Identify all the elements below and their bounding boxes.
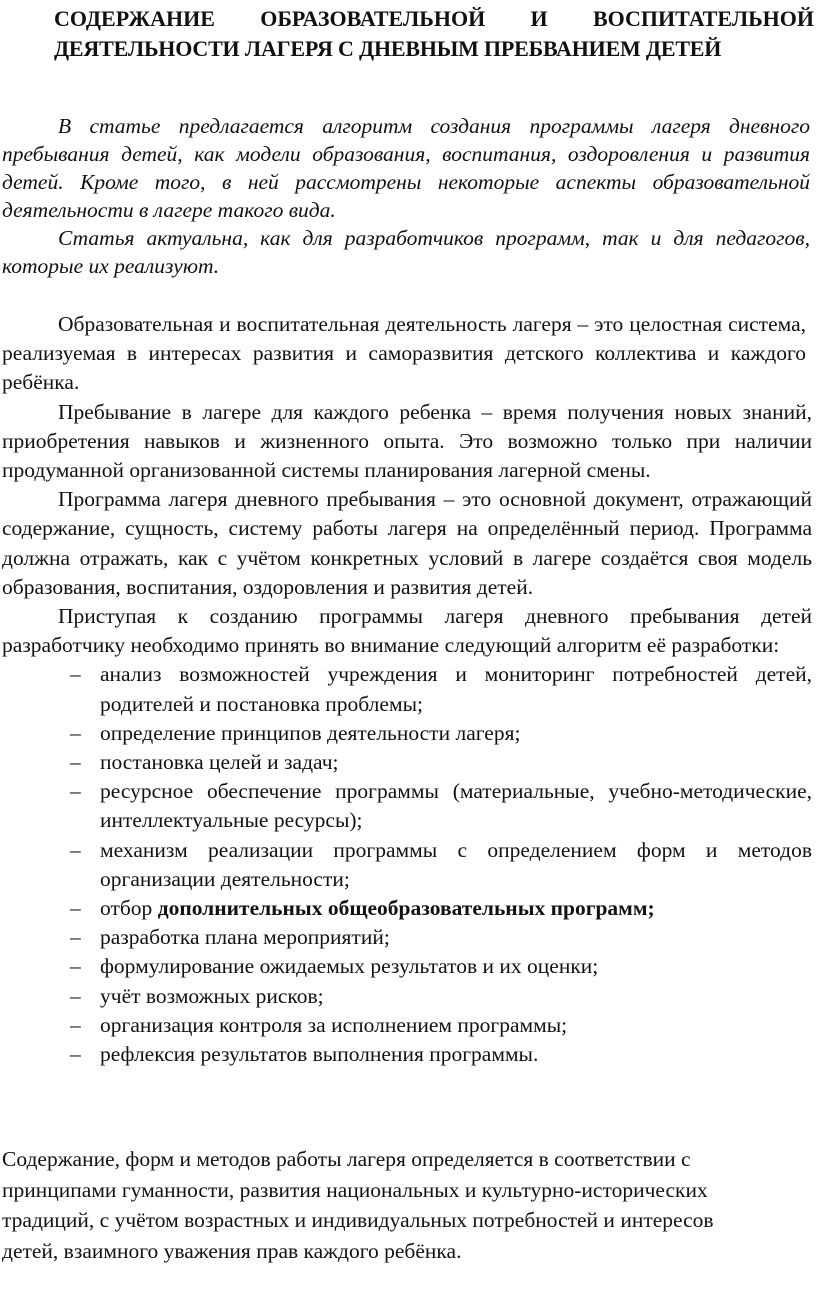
list-item (2, 660, 812, 718)
abstract-paragraph-1: В статье предлагается алгоритм создания программы лагеря дневного пребывания детей, как модели образования, воспитания, оздоровления и развития детей. Кроме того, в ней рассмотрены некоторые аспекты образовательной деятельности в лагере такого вида. (2, 114, 810, 222)
list-item-text: отбор (100, 896, 158, 921)
dash-bullet: – (70, 750, 81, 775)
list-item (2, 952, 812, 981)
abstract-paragraph-2: Статья актуальна, как для разработчиков программ, так и для педагогов, которые их реализуют. (2, 226, 810, 278)
list-item-text: учёт возможных рисков; (100, 983, 324, 1008)
list-item-bold-text: дополнительных общеобразовательных программ; (157, 896, 655, 921)
body-paragraph-1: Образовательная и воспитательная деятельность лагеря – это целостная система, реализуемая в интересах развития и саморазвития детского коллектива и каждого ребёнка. (2, 312, 806, 395)
list-item-text: постановка целей и задач; (100, 750, 339, 775)
list-item (2, 894, 812, 923)
main-text (2, 310, 812, 1069)
dash-bullet: – (70, 954, 81, 979)
dash-bullet: – (70, 983, 81, 1008)
body-paragraph-4: Приступая к созданию программы лагеря дневного пребывания детей разработчику необходимо принять во внимание следующий алгоритм её разработки: (2, 604, 812, 658)
list-item-text: формулирование ожидаемых результатов и их оценки; (100, 954, 599, 979)
title-line-2: ДЕЯТЕЛЬНОСТИ ЛАГЕРЯ С ДНЕВНЫМ ПРЕБВАНИЕМ ДЕТЕЙ (54, 36, 722, 61)
list-item-text: ресурсное обеспечение программы (материальные, учебно-методические, интеллектуальные ресурсы); (100, 779, 812, 833)
dash-bullet: – (70, 1042, 81, 1067)
list-item (2, 777, 812, 835)
list-item-text: рефлексия результатов выполнения программы. (100, 1042, 539, 1067)
list-item (2, 719, 812, 748)
closing-line-1: Содержание, форм и методов работы лагеря определяется в соответствии с (2, 1147, 691, 1171)
dash-bullet: – (70, 1012, 81, 1037)
closing-line-2: принципами гуманности, развития национальных и культурно-исторических (2, 1177, 708, 1202)
dash-bullet: – (70, 662, 81, 687)
dash-bullet: – (70, 779, 81, 804)
closing-line-4: детей, взаимного уважения прав каждого ребёнка. (2, 1238, 462, 1263)
list-item (2, 923, 812, 952)
dash-bullet: – (70, 720, 81, 745)
dash-bullet: – (70, 925, 81, 950)
document-title (54, 4, 814, 64)
list-item-text: анализ возможностей учреждения и мониторинг потребностей детей, родителей и постановка проблемы; (100, 662, 812, 716)
body-paragraph-3: Программа лагеря дневного пребывания – это основной документ, отражающий содержание, сущность, систему работы лагеря на определённый период. Программа должна отражать, как с учётом конкретных условий в лагере создаётся своя модель образования, воспитания, оздоровления и развития детей. (2, 487, 812, 599)
list-item-text: определение принципов деятельности лагеря; (100, 720, 521, 745)
list-item (2, 836, 812, 894)
closing-line-3: традиций, с учётом возрастных и индивидуальных потребностей и интересов (2, 1208, 714, 1232)
dash-bullet: – (70, 896, 81, 921)
list-item (2, 748, 812, 777)
body-paragraph-2: Пребывание в лагере для каждого ребенка – время получения новых знаний, приобретения навыков и жизненного опыта. Это возможно только при наличии продуманной организованной системы планирования лагерной смены. (2, 399, 812, 483)
title-line-1: СОДЕРЖАНИЕ ОБРАЗОВАТЕЛЬНОЙ И ВОСПИТАТЕЛЬНОЙ (54, 6, 814, 31)
closing-paragraph (2, 1144, 810, 1266)
list-item-text: разработка плана мероприятий; (100, 925, 390, 950)
list-item-text: механизм реализации программы с определением форм и методов организации деятельности; (100, 837, 812, 891)
list-item-text: организация контроля за исполнением программы; (100, 1012, 568, 1037)
list-item (2, 982, 812, 1011)
abstract (2, 112, 810, 280)
algorithm-list (2, 660, 812, 1069)
list-item (2, 1011, 812, 1040)
list-item (2, 1040, 812, 1069)
dash-bullet: – (70, 837, 81, 862)
